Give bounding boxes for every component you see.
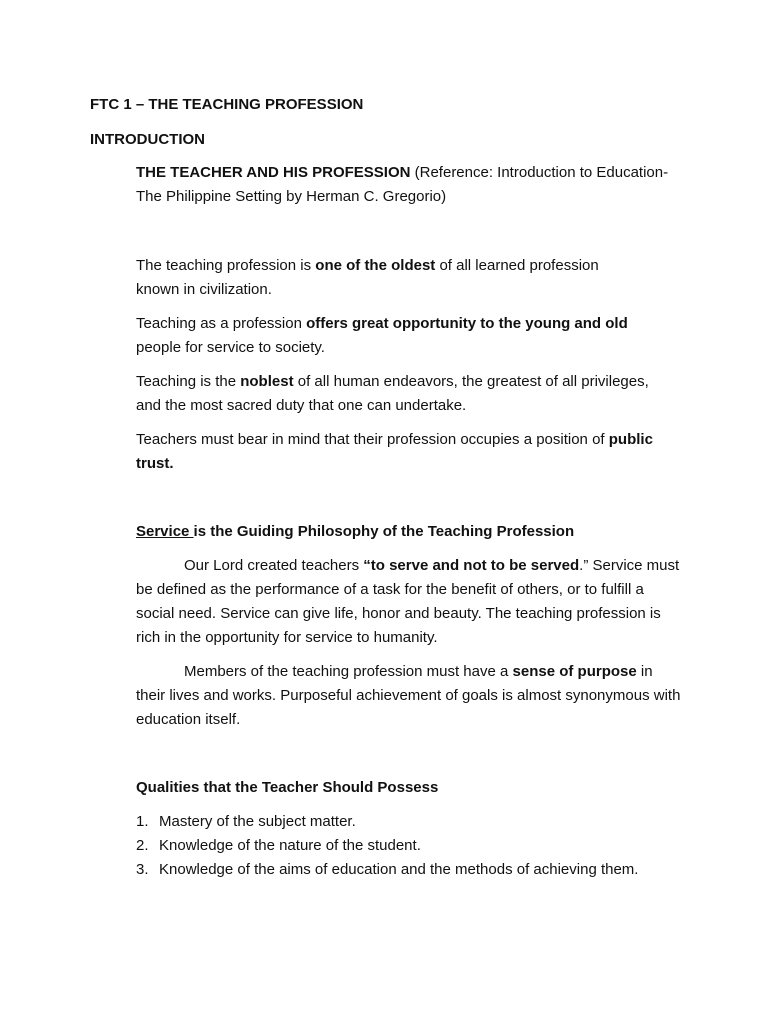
service-heading-rest: is the Guiding Philosophy of the Teaching Profession xyxy=(193,523,575,540)
list-item xyxy=(136,858,716,882)
paragraph-text: Our Lord created teachers xyxy=(184,557,364,574)
paragraph-text: Teachers must bear in mind that their profession occupies a position of xyxy=(136,431,609,448)
reference-text: (Reference: Introduction to Education- The Philippine Setting by Herman C. Gregorio) xyxy=(136,164,669,205)
list-item-text: Knowledge of the nature of the student. xyxy=(159,837,421,854)
paragraph-text: The teaching profession is xyxy=(136,257,316,274)
reference-paragraph xyxy=(136,161,696,209)
list-item xyxy=(136,810,716,834)
paragraph-text: Teaching as a profession xyxy=(136,315,307,332)
reference-heading: THE TEACHER AND HIS PROFESSION xyxy=(136,164,411,181)
paragraph-emphasis: one of the oldest xyxy=(315,257,436,274)
document-title: FTC 1 – THE TEACHING PROFESSION xyxy=(90,96,364,113)
paragraph-emphasis: offers great opportunity to the young and old xyxy=(306,315,628,332)
list-item-number: 3. xyxy=(136,861,149,878)
list-item-number: 1. xyxy=(136,813,149,830)
paragraph-text: of all human endeavors, the greatest of all privileges, and the most sacred duty that one can undertake. xyxy=(136,373,649,414)
paragraph-oldest xyxy=(136,254,646,302)
paragraph-emphasis: “to serve and not to be served xyxy=(363,557,580,574)
service-section-heading xyxy=(136,520,574,544)
paragraph-emphasis: public trust. xyxy=(136,431,653,472)
list-item xyxy=(136,834,716,858)
paragraph-opportunity xyxy=(136,312,676,360)
service-heading-underlined: Service xyxy=(136,523,194,540)
paragraph-text: .” Service must be defined as the performance of a task for the benefit of others, or to fulfill a social need. Service can give life, honor and beauty. The teaching profession is rich in the opportunity for service to humanity. xyxy=(136,557,680,646)
qualities-list xyxy=(136,810,716,882)
paragraph-text: people for service to society. xyxy=(136,339,325,356)
introduction-heading: INTRODUCTION xyxy=(90,131,205,148)
paragraph-emphasis: sense of purpose xyxy=(512,663,637,680)
list-item-text: Knowledge of the aims of education and the methods of achieving them. xyxy=(159,861,639,878)
qualities-section-heading: Qualities that the Teacher Should Possess xyxy=(136,779,439,796)
service-paragraph-serve xyxy=(136,554,681,650)
paragraph-noblest xyxy=(136,370,676,418)
service-paragraph-purpose xyxy=(136,660,681,732)
paragraph-text: Members of the teaching profession must have a xyxy=(184,663,513,680)
list-item-number: 2. xyxy=(136,837,149,854)
paragraph-emphasis: noblest xyxy=(240,373,294,390)
list-item-text: Mastery of the subject matter. xyxy=(159,813,356,830)
paragraph-text: Teaching is the xyxy=(136,373,241,390)
paragraph-public-trust xyxy=(136,428,666,476)
paragraph-text: in their lives and works. Purposeful achievement of goals is almost synonymous with education itself. xyxy=(136,663,681,728)
paragraph-text: of all learned profession known in civilization. xyxy=(136,257,599,298)
